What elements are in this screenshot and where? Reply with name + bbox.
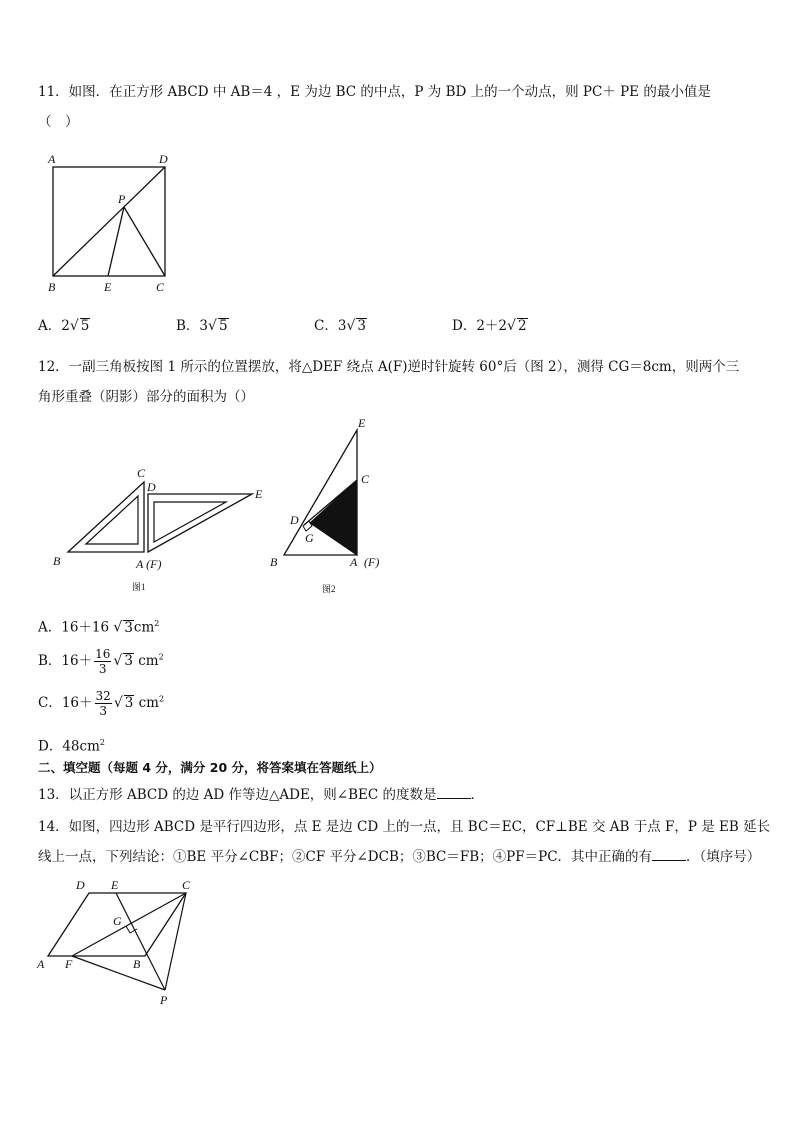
fig2-caption: 图2 xyxy=(322,584,336,594)
label-c: C xyxy=(156,280,165,294)
q14-line1: 14．如图，四边形 ABCD 是平行四边形，点 E 是边 CD 上的一点，且 BC＝EC，CF⊥BE 交 AB 于点 F，P 是 EB 延长 xyxy=(38,819,771,835)
q12-stem-line1: 12．一副三角板按图 1 所示的位置摆放，将△DEF 绕点 A(F)逆时针旋转 60°后（图 2），测得 CG＝8cm，则两个三 xyxy=(38,359,740,375)
q11-option-b: B．3√ 5 xyxy=(176,318,228,334)
fig2-label-f: (F) xyxy=(364,555,380,569)
q12-option-d: D．$48cm^2$ xyxy=(38,738,105,755)
fig14-label-e: E xyxy=(111,878,119,892)
q13-answer-blank[interactable] xyxy=(437,786,471,799)
label-d: D xyxy=(159,152,168,166)
q11-square-figure xyxy=(44,150,184,304)
q12-option-a: A．16＋16 √ $3cm^2$ xyxy=(38,619,160,636)
q11-answer-paren: （ ） xyxy=(38,114,79,130)
fig14-label-d: D xyxy=(76,878,85,892)
label-a: A xyxy=(48,152,56,166)
q11-option-d: D．2＋2√ 2 xyxy=(452,318,527,334)
fig14-label-b: B xyxy=(133,957,141,971)
fig2-label-b: B xyxy=(270,555,278,569)
fig2-label-e: E xyxy=(358,416,366,430)
fig14-label-p: P xyxy=(160,993,168,1007)
fig2-label-g: G xyxy=(305,531,314,545)
fig2-label-d: D xyxy=(290,513,299,527)
q14-parallelogram-figure xyxy=(34,876,204,1015)
fig14-label-c: C xyxy=(182,878,191,892)
fig2-label-a: A xyxy=(350,555,358,569)
fig1-label-b: B xyxy=(53,554,61,568)
fig1-label-af: A (F) xyxy=(136,557,162,571)
fig14-label-a: A xyxy=(37,957,45,971)
q12-figure-1 xyxy=(44,460,284,604)
fig14-label-f: F xyxy=(65,957,73,971)
q11-option-c: C．3√ 3 xyxy=(314,318,366,334)
q13-text: 13．以正方形 ABCD 的边 AD 作等边△ADE，则∠BEC 的度数是 ． xyxy=(38,787,485,803)
fig1-label-e: E xyxy=(255,487,263,501)
q12-option-c: C．16＋ $\frac{32}{3}$ √ 3 $cm^2$ xyxy=(38,689,165,718)
q11-option-a: A．2√ 5 xyxy=(38,318,90,334)
q11-stem: 11．如图．在正方形 ABCD 中 AB＝4 ，E 为边 BC 的中点，P 为 BD 上的一个动点，则 PC＋ PE 的最小值是 xyxy=(38,84,711,100)
fig14-label-g: G xyxy=(113,914,122,928)
label-b: B xyxy=(48,280,56,294)
fig1-label-d: D xyxy=(147,480,156,494)
q12-option-b: B．16＋ $\frac{16}{3}$ √ 3 $cm^2$ xyxy=(38,647,164,676)
q14-line2: 线上一点，下列结论：①BE 平分∠CBF；②CF 平分∠DCB；③BC＝FB；④PF＝PC．其中正确的有 ．（填序号） xyxy=(38,849,761,865)
fig2-label-c: C xyxy=(361,472,370,486)
q12-stem-line2: 角形重叠（阴影）部分的面积为（） xyxy=(38,389,254,405)
section-2-title: 二、填空题（每题 4 分，满分 20 分，将答案填在答题纸上） xyxy=(38,760,382,775)
q14-answer-blank[interactable] xyxy=(652,848,686,861)
fig1-label-c: C xyxy=(137,466,146,480)
label-p: P xyxy=(118,192,126,206)
q12-figure-2 xyxy=(262,410,412,604)
label-e: E xyxy=(104,280,112,294)
fig1-caption: 图1 xyxy=(132,582,146,592)
